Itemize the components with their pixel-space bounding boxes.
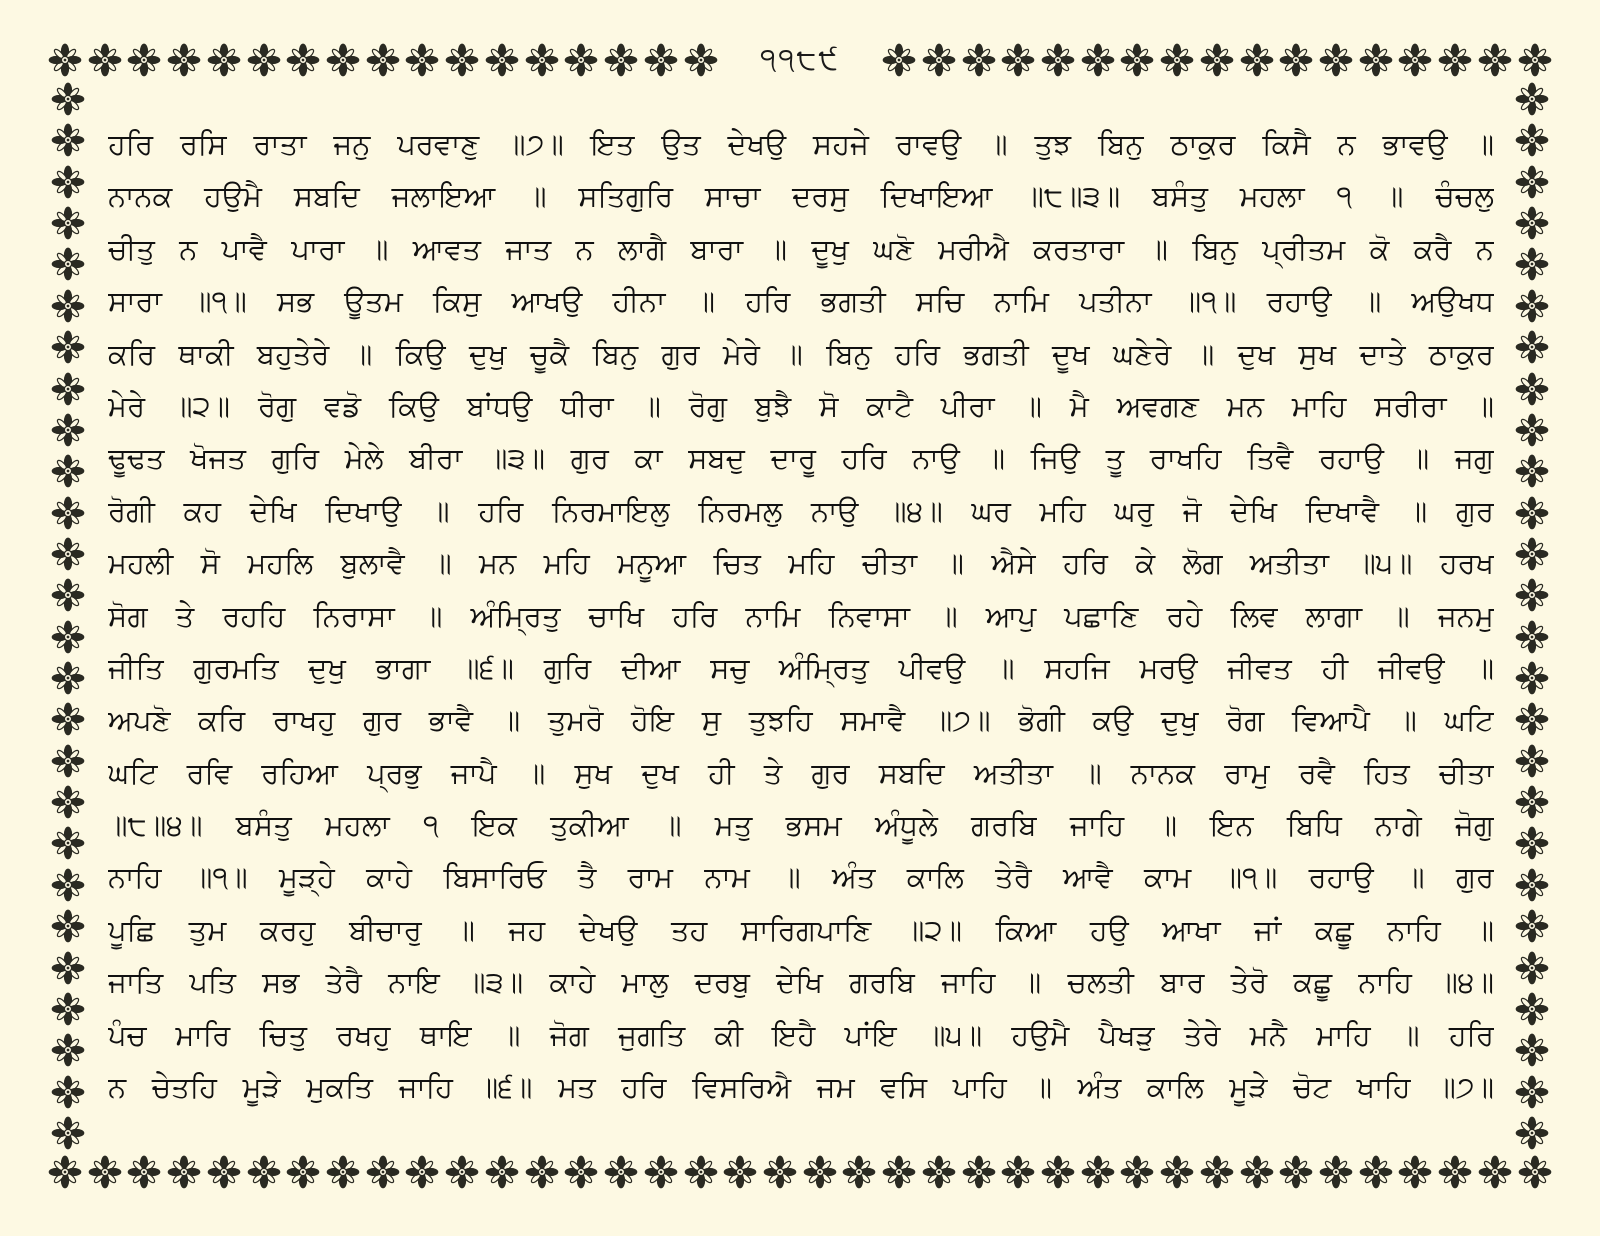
flower-icon: [1515, 951, 1549, 985]
flower-icon: [1200, 1155, 1234, 1189]
text-line: ਕਰਿ ਥਾਕੀ ਬਹੁਤੇਰੇ ॥ ਕਿਉ ਦੁਖੁ ਚੂਕੈ ਬਿਨੁ ਗੁਰ ਮੇਰੇ ॥ ਬਿਨੁ ਹਰਿ ਭਗਤੀ ਦੂਖ ਘਣੇਰੇ ॥ ਦੁਖ ਸੁਖ ਦਾਤੇ ਠਾਕੁਰ: [108, 336, 1494, 371]
flower-icon: [247, 43, 281, 77]
flower-icon: [51, 1116, 85, 1150]
flower-icon: [51, 1033, 85, 1067]
flower-icon: [1515, 165, 1549, 199]
flower-icon: [882, 43, 916, 77]
flower-icon: [1041, 43, 1075, 77]
flower-icon: [405, 1155, 439, 1189]
flower-icon: [1438, 1155, 1472, 1189]
flower-icon: [1515, 413, 1549, 447]
flower-icon: [1515, 454, 1549, 488]
text-line: ਸਾਰਾ ॥੧॥ ਸਭ ਊਤਮ ਕਿਸੁ ਆਖਉ ਹੀਨਾ ॥ ਹਰਿ ਭਗਤੀ ਸਚਿ ਨਾਮਿ ਪਤੀਨਾ ॥੧॥ ਰਹਾਉ ॥ ਅਉਖਧ: [108, 284, 1494, 319]
text-line: ਨਾਨਕ ਹਉਮੈ ਸਬਦਿ ਜਲਾਇਆ ॥ ਸਤਿਗੁਰਿ ਸਾਚਾ ਦਰਸੁ ਦਿਖਾਇਆ ॥੮॥੩॥ ਬਸੰਤੁ ਮਹਲਾ ੧ ॥ ਚੰਚਲੁ: [108, 179, 1494, 214]
flower-icon: [88, 1155, 122, 1189]
flower-icon: [1478, 1155, 1512, 1189]
flower-icon: [366, 43, 400, 77]
flower-icon: [1515, 702, 1549, 736]
flower-icon: [1515, 330, 1549, 364]
flower-icon: [1279, 1155, 1313, 1189]
flower-icon: [445, 1155, 479, 1189]
text-line: ਨ ਚੇਤਹਿ ਮੂੜੇ ਮੁਕਤਿ ਜਾਹਿ ॥੬॥ ਮਤ ਹਰਿ ਵਿਸਰਿਐ ਜਮ ਵਸਿ ਪਾਹਿ ॥ ਅੰਤ ਕਾਲਿ ਮੂੜੇ ਚੋਟ ਖਾਹਿ ॥੭॥: [108, 1070, 1494, 1105]
flower-icon: [723, 1155, 757, 1189]
flower-icon: [1438, 43, 1472, 77]
flower-icon: [604, 1155, 638, 1189]
flower-icon: [1515, 206, 1549, 240]
flower-icon: [564, 1155, 598, 1189]
flower-icon: [88, 43, 122, 77]
flower-icon: [207, 43, 241, 77]
flower-icon: [1515, 744, 1549, 778]
flower-icon: [1515, 496, 1549, 530]
text-line: ਜਾਤਿ ਪਤਿ ਸਭ ਤੇਰੈ ਨਾਇ ॥੩॥ ਕਾਹੇ ਮਾਲੁ ਦਰਬੁ ਦੇਖਿ ਗਰਬਿ ਜਾਹਿ ॥ ਚਲਤੀ ਬਾਰ ਤੇਰੋ ਕਛੂ ਨਾਹਿ ॥੪॥: [108, 965, 1494, 1000]
flower-icon: [51, 82, 85, 116]
flower-icon: [1200, 43, 1234, 77]
flower-icon: [1515, 1033, 1549, 1067]
flower-icon: [1515, 661, 1549, 695]
flower-icon: [326, 43, 360, 77]
flower-icon: [644, 43, 678, 77]
flower-icon: [564, 43, 598, 77]
flower-icon: [247, 1155, 281, 1189]
flower-icon: [1515, 992, 1549, 1026]
flower-icon: [1515, 909, 1549, 943]
flower-icon: [1120, 43, 1154, 77]
text-line: ਪੂਛਿ ਤੁਮ ਕਰਹੁ ਬੀਚਾਰੁ ॥ ਜਹ ਦੇਖਉ ਤਹ ਸਾਰਿਗਪਾਣਿ ॥੨॥ ਕਿਆ ਹਉ ਆਖਾ ਜਾਂ ਕਛੂ ਨਾਹਿ ॥: [108, 912, 1494, 947]
border-right: [1510, 82, 1554, 1150]
flower-icon: [763, 1155, 797, 1189]
flower-icon: [51, 537, 85, 571]
text-line: ਪੰਚ ਮਾਰਿ ਚਿਤੁ ਰਖਹੁ ਥਾਇ ॥ ਜੋਗ ਜੁਗਤਿ ਕੀ ਇਹੈ ਪਾਂਇ ॥੫॥ ਹਉਮੈ ਪੈਖੜੁ ਤੇਰੇ ਮਨੈ ਮਾਹਿ ॥ ਹਰਿ: [108, 1017, 1494, 1052]
flower-icon: [1515, 868, 1549, 902]
flower-icon: [1515, 289, 1549, 323]
flower-icon: [485, 1155, 519, 1189]
flower-icon: [842, 1155, 876, 1189]
flower-icon: [167, 1155, 201, 1189]
page-number: ੧੧੮੯: [720, 40, 880, 80]
flower-icon: [1001, 1155, 1035, 1189]
flower-icon: [286, 1155, 320, 1189]
flower-icon: [51, 826, 85, 860]
flower-icon: [1359, 43, 1393, 77]
text-line: ਮਹਲੀ ਸੋ ਮਹਲਿ ਬੁਲਾਵੈ ॥ ਮਨ ਮਹਿ ਮਨੂਆ ਚਿਤ ਮਹਿ ਚੀਤਾ ॥ ਐਸੇ ਹਰਿ ਕੇ ਲੋਗ ਅਤੀਤਾ ॥੫॥ ਹਰਖ: [108, 546, 1494, 581]
flower-icon: [1515, 123, 1549, 157]
flower-icon: [445, 43, 479, 77]
border-bottom: [48, 1150, 1552, 1194]
flower-icon: [684, 1155, 718, 1189]
flower-icon: [51, 289, 85, 323]
text-line: ਨਾਹਿ ॥੧॥ ਮੂੜ੍ਹੇ ਕਾਹੇ ਬਿਸਾਰਿਓ ਤੈ ਰਾਮ ਨਾਮ ॥ ਅੰਤ ਕਾਲਿ ਤੇਰੈ ਆਵੈ ਕਾਮ ॥੧॥ ਰਹਾਉ ॥ ਗੁਰ: [108, 860, 1494, 895]
flower-icon: [1515, 785, 1549, 819]
flower-icon: [51, 785, 85, 819]
flower-icon: [405, 43, 439, 77]
flower-icon: [1515, 247, 1549, 281]
flower-icon: [1081, 43, 1115, 77]
flower-icon: [1120, 1155, 1154, 1189]
flower-icon: [51, 620, 85, 654]
flower-icon: [684, 43, 718, 77]
flower-icon: [485, 43, 519, 77]
flower-icon: [51, 702, 85, 736]
flower-icon: [1515, 1075, 1549, 1109]
flower-icon: [326, 1155, 360, 1189]
flower-icon: [286, 43, 320, 77]
flower-icon: [51, 165, 85, 199]
flower-icon: [922, 1155, 956, 1189]
text-line: ਰੋਗੀ ਕਹ ਦੇਖਿ ਦਿਖਾਉ ॥ ਹਰਿ ਨਿਰਮਾਇਲੁ ਨਿਰਮਲੁ ਨਾਉ ॥੪॥ ਘਰ ਮਹਿ ਘਰੁ ਜੋ ਦੇਖਿ ਦਿਖਾਵੈ ॥ ਗੁਰ: [108, 493, 1494, 528]
flower-icon: [51, 951, 85, 985]
flower-icon: [1515, 372, 1549, 406]
flower-icon: [51, 868, 85, 902]
flower-icon: [51, 992, 85, 1026]
flower-icon: [51, 206, 85, 240]
flower-icon: [1518, 43, 1552, 77]
flower-icon: [1160, 1155, 1194, 1189]
flower-icon: [51, 1075, 85, 1109]
flower-icon: [51, 247, 85, 281]
text-line: ਘਟਿ ਰਵਿ ਰਹਿਆ ਪ੍ਰਭੁ ਜਾਪੈ ॥ ਸੁਖ ਦੁਖ ਹੀ ਤੇ ਗੁਰ ਸਬਦਿ ਅਤੀਤਾ ॥ ਨਾਨਕ ਰਾਮੁ ਰਵੈ ਹਿਤ ਚੀਤਾ: [108, 755, 1494, 790]
border-left: [46, 82, 90, 1150]
flower-icon: [48, 1155, 82, 1189]
flower-icon: [1515, 537, 1549, 571]
flower-icon: [1515, 1116, 1549, 1150]
text-line: ॥੮॥੪॥ ਬਸੰਤੁ ਮਹਲਾ ੧ ਇਕ ਤੁਕੀਆ ॥ ਮਤੁ ਭਸਮ ਅੰਧੂਲੇ ਗਰਬਿ ਜਾਹਿ ॥ ਇਨ ਬਿਧਿ ਨਾਗੇ ਜੋਗੁ: [108, 808, 1494, 843]
flower-icon: [1001, 43, 1035, 77]
flower-icon: [1478, 43, 1512, 77]
flower-icon: [1319, 43, 1353, 77]
flower-icon: [1515, 82, 1549, 116]
flower-icon: [51, 372, 85, 406]
flower-icon: [48, 43, 82, 77]
flower-icon: [51, 661, 85, 695]
flower-icon: [1518, 1155, 1552, 1189]
flower-icon: [644, 1155, 678, 1189]
flower-icon: [1515, 826, 1549, 860]
flower-icon: [51, 330, 85, 364]
flower-icon: [1359, 1155, 1393, 1189]
flower-icon: [1319, 1155, 1353, 1189]
flower-icon: [207, 1155, 241, 1189]
flower-icon: [51, 123, 85, 157]
flower-icon: [1240, 1155, 1274, 1189]
flower-icon: [51, 909, 85, 943]
flower-icon: [962, 43, 996, 77]
flower-icon: [1081, 1155, 1115, 1189]
flower-icon: [1515, 620, 1549, 654]
flower-icon: [51, 413, 85, 447]
flower-icon: [51, 744, 85, 778]
flower-icon: [922, 43, 956, 77]
flower-icon: [962, 1155, 996, 1189]
flower-icon: [127, 43, 161, 77]
flower-icon: [127, 1155, 161, 1189]
flower-icon: [1240, 43, 1274, 77]
flower-icon: [1398, 1155, 1432, 1189]
text-line: ਚੀਤੁ ਨ ਪਾਵੈ ਪਾਰਾ ॥ ਆਵਤ ਜਾਤ ਨ ਲਾਗੈ ਬਾਰਾ ॥ ਦੂਖੁ ਘਣੋ ਮਰੀਐ ਕਰਤਾਰਾ ॥ ਬਿਨੁ ਪ੍ਰੀਤਮ ਕੋ ਕਰੈ ਨ: [108, 231, 1494, 266]
flower-icon: [167, 43, 201, 77]
text-line: ਮੇਰੇ ॥੨॥ ਰੋਗੁ ਵਡੋ ਕਿਉ ਬਾਂਧਉ ਧੀਰਾ ॥ ਰੋਗੁ ਬੁਝੈ ਸੋ ਕਾਟੈ ਪੀਰਾ ॥ ਮੈ ਅਵਗਣ ਮਨ ਮਾਹਿ ਸਰੀਰਾ ॥: [108, 388, 1494, 423]
text-line: ਜੀਤਿ ਗੁਰਮਤਿ ਦੁਖੁ ਭਾਗਾ ॥੬॥ ਗੁਰਿ ਦੀਆ ਸਚੁ ਅੰਮ੍ਰਿਤੁ ਪੀਵਉ ॥ ਸਹਜਿ ਮਰਉ ਜੀਵਤ ਹੀ ਜੀਵਉ ॥: [108, 650, 1494, 685]
flower-icon: [525, 43, 559, 77]
flower-icon: [51, 578, 85, 612]
text-line: ਹਰਿ ਰਸਿ ਰਾਤਾ ਜਨੁ ਪਰਵਾਣੁ ॥੭॥ ਇਤ ਉਤ ਦੇਖਉ ਸਹਜੇ ਰਾਵਉ ॥ ਤੁਝ ਬਿਨੁ ਠਾਕੁਰ ਕਿਸੈ ਨ ਭਾਵਉ ॥: [108, 127, 1494, 161]
flower-icon: [1041, 1155, 1075, 1189]
flower-icon: [1160, 43, 1194, 77]
flower-icon: [525, 1155, 559, 1189]
flower-icon: [1515, 578, 1549, 612]
flower-icon: [882, 1155, 916, 1189]
text-line: ਢੂਢਤ ਖੋਜਤ ਗੁਰਿ ਮੇਲੇ ਬੀਰਾ ॥੩॥ ਗੁਰ ਕਾ ਸਬਦੁ ਦਾਰੂ ਹਰਿ ਨਾਉ ॥ ਜਿਉ ਤੂ ਰਾਖਹਿ ਤਿਵੈ ਰਹਾਉ ॥ ਜਗੁ: [108, 441, 1494, 476]
flower-icon: [1398, 43, 1432, 77]
flower-icon: [1279, 43, 1313, 77]
text-line: ਸੋਗ ਤੇ ਰਹਹਿ ਨਿਰਾਸਾ ॥ ਅੰਮ੍ਰਿਤੁ ਚਾਖਿ ਹਰਿ ਨਾਮਿ ਨਿਵਾਸਾ ॥ ਆਪੁ ਪਛਾਣਿ ਰਹੇ ਲਿਵ ਲਾਗਾ ॥ ਜਨਮੁ: [108, 598, 1494, 633]
flower-icon: [51, 496, 85, 530]
flower-icon: [803, 1155, 837, 1189]
flower-icon: [51, 454, 85, 488]
flower-icon: [366, 1155, 400, 1189]
scripture-text-block: [108, 118, 1494, 1113]
flower-icon: [604, 43, 638, 77]
text-line: ਅਪਣੋ ਕਰਿ ਰਾਖਹੁ ਗੁਰ ਭਾਵੈ ॥ ਤੁਮਰੋ ਹੋਇ ਸੁ ਤੁਝਹਿ ਸਮਾਵੈ ॥੭॥ ਭੋਗੀ ਕਉ ਦੁਖੁ ਰੋਗ ਵਿਆਪੈ ॥ ਘਟਿ: [108, 703, 1494, 738]
